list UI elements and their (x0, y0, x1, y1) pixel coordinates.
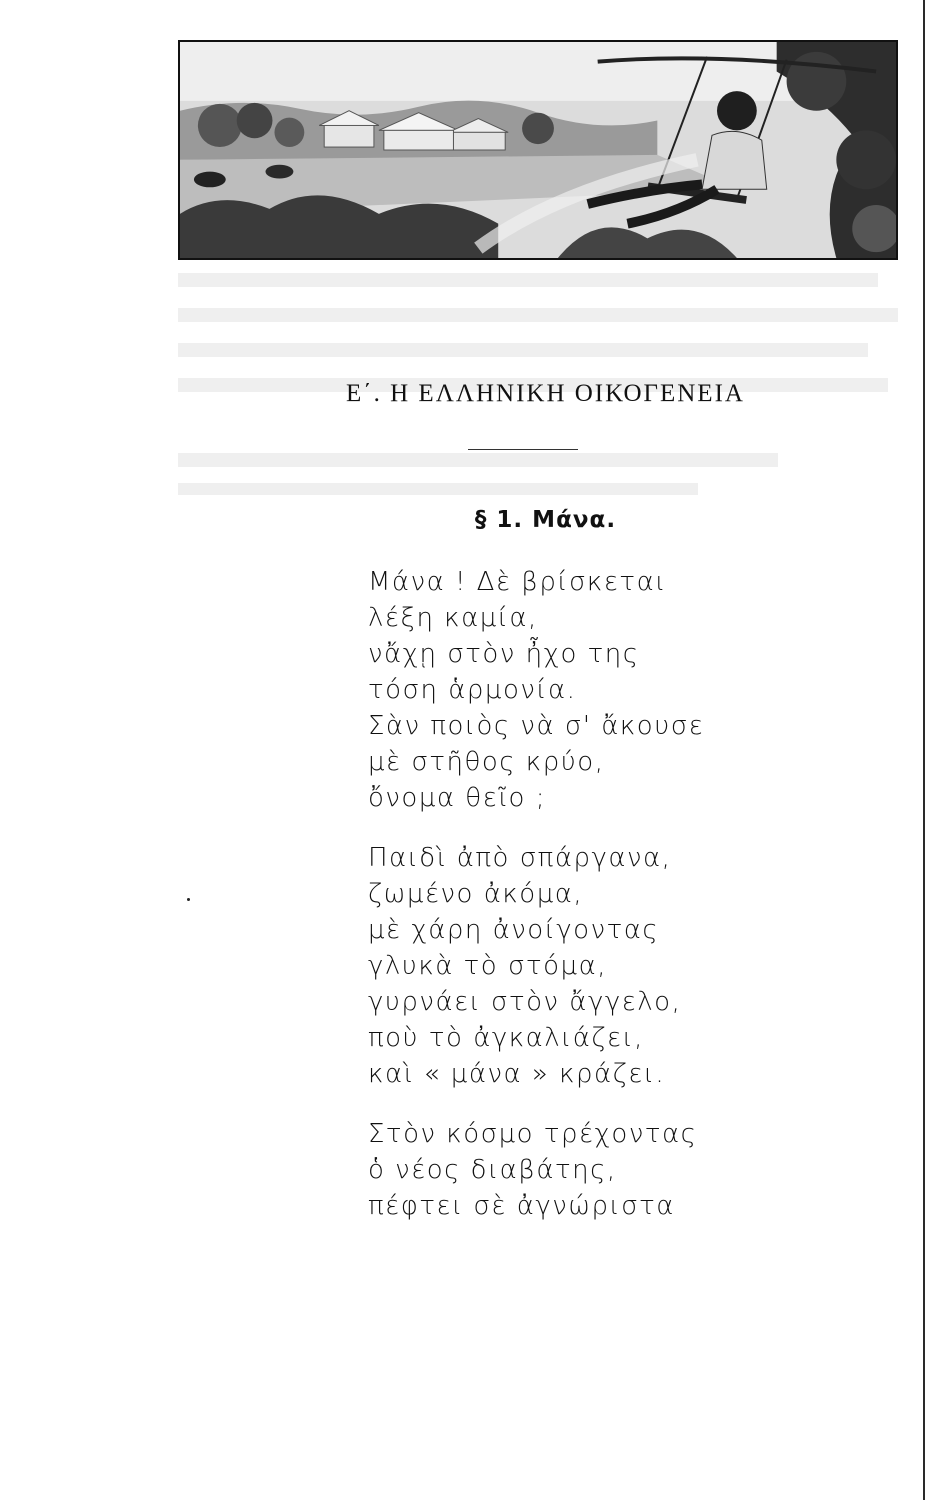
page-edge (923, 0, 925, 1500)
poem-line: τόση ἁρμονία. (368, 675, 577, 705)
poem-line: Σὰν ποιὸς νὰ σ' ἄκουσε (368, 711, 705, 741)
poem-line: γυρνάει στὸν ἄγγελο, (368, 987, 682, 1017)
poem-line: ποὺ τὸ ἀγκαλιάζει, (368, 1023, 644, 1053)
poem-line: γλυκὰ τὸ στόμα, (368, 951, 607, 981)
poem-line: μὲ χάρη ἀνοίγοντας (368, 915, 660, 945)
poem-line: Μάνα ! Δὲ βρίσκεται (368, 567, 667, 597)
print-speck (187, 898, 190, 901)
poem-line: Στὸν κόσμο τρέχοντας (368, 1119, 698, 1149)
poem (368, 564, 868, 1248)
poem-line: μὲ στῆθος κρύο, (368, 747, 605, 777)
poem-line: ὄνομα θεῖο ; (368, 783, 546, 813)
poem-line: ζωμένο ἀκόμα, (368, 879, 584, 909)
section-heading: § 1. Μάνα. (474, 507, 617, 533)
stanza-3 (368, 1116, 868, 1224)
header-illustration (178, 40, 898, 260)
poem-line: πέφτει σὲ ἀγνώριστα (368, 1191, 675, 1221)
swing-scene-image (180, 42, 896, 258)
poem-line: νἄχῃ στὸν ἦχο της (368, 639, 640, 669)
stanza-2 (368, 840, 868, 1092)
title-divider (468, 449, 578, 450)
poem-line: Παιδὶ ἀπὸ σπάργανα, (368, 843, 672, 873)
chapter-title: Ε΄. Η ΕΛΛΗΝΙΚΗ ΟΙΚΟΓΕΝΕΙΑ (346, 380, 745, 407)
poem-line: ὁ νέος διαβάτης, (368, 1155, 617, 1185)
stanza-1 (368, 564, 868, 816)
poem-line: λέξη καμία, (368, 603, 538, 633)
poem-line: καὶ « μάνα » κράζει. (368, 1059, 666, 1089)
